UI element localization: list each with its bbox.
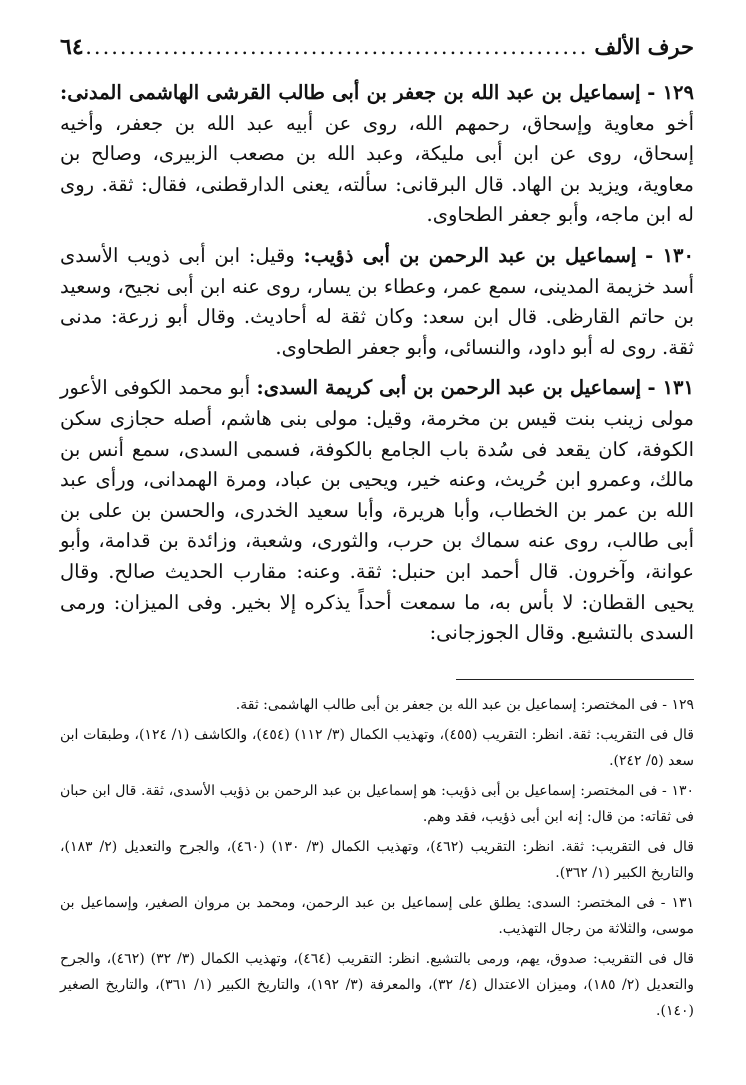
entry-text: أخو معاوية وإسحاق، رحمهم الله، روى عن أبيه عبد الله بن جعفر، وأخيه إسحاق، روى عن ابن أبى مليكة، وعبد الله بن مصعب الزبيرى، وصالح بن معاوية، ويزيد بن الهاد. قال البرقانى: سألته، يعنى الدارقطنى، فقال: ثقة. روى له ابن ماجه، وأبو جعفر الطحاوى. [60,111,694,227]
entry-name: إسماعيل بن عبد الله بن جعفر بن أبى طالب القرشى الهاشمى المدنى: [60,81,641,104]
entry-number: ١٢٩ - [647,81,694,104]
footnote-separator [456,679,694,680]
entry-131 [60,373,694,648]
entry-129 [60,78,694,231]
entry-text: أبو محمد الكوفى الأعور مولى زينب بنت قيس بن مخرمة، وقيل: مولى بنى هاشم، أصله حجازى سكن الكوفة، كان يقعد فى سُدة باب الجامع بالكوفة، فسمى السدى، سمع أنس بن مالك، وعمرو ابن حُريث، وعنه خير، ويحيى بن عباد، ومرة الهمدانى، ورأى عبد الله بن عمر بن الخطاب، وأبا هريرة، وأبا سعيد الخدرى، والحسن بن على بن أبى طالب، روى عنه سماك بن حرب، والثورى، وشعبة، وزائدة بن قدامة، وأبو عوانة، وآخرون. قال أحمد ابن حنبل: ثقة. وعنه: مقارب الحديث صالح. وقال يحيى القطان: لا بأس به، ما سمعت أحداً يذكره إلا بخير. وفى الميزان: ورمى السدى بالتشيع. وقال الجوزجانى: [60,376,694,645]
entry-number: ١٣٠ - [645,243,694,267]
entry-name: إسماعيل بن عبد الرحمن بن أبى كريمة السدى: [256,376,642,400]
footnote-131: ١٣١ - فى المختصر: السدى: يطلق على إسماعيل بن عبد الرحمن، ومحمد بن مروان الصغير، وإسماعيل بن موسى، والثلاثة من رجال التهذيب. [60,894,694,937]
running-head [85,34,694,59]
entry-name: إسماعيل بن عبد الرحمن بن أبى ذؤيب: [303,243,637,267]
footnote-129: ١٢٩ - فى المختصر: إسماعيل بن عبد الله بن جعفر بن أبى طالب الهاشمى: ثقة. [235,696,694,713]
chapter-title: حرف الألف [594,34,694,59]
footnotes [60,692,694,1024]
footnote-131-sources: قال فى التقريب: صدوق، يهم، ورمى بالتشيع. انظر: التقريب (٤٦٤)، وتهذيب الكمال (٣/ ٣٢) (٤٦٢)، والجرح والتعديل (٢/ ١٨٥)، وميزان الاعتدال (٤/ ٣٢)، والمعرفة (٣/ ١٩٢)، والتاريخ الكبير (١/ ٣٦١)، والتاريخ الصغير (١٤٠). [60,950,694,1019]
footnote-130-sources: قال فى التقريب: ثقة. انظر: التقريب (٤٦٢)، وتهذيب الكمال (٣/ ١٣٠) (٤٦٠)، والجرح والتعديل (٢/ ١٨٣)، والتاريخ الكبير (١/ ٣٦٢). [60,838,694,881]
footnote-129-sources: قال فى التقريب: ثقة. انظر: التقريب (٤٥٥)، وتهذيب الكمال (٣/ ١١٢) (٤٥٤)، والكاشف (١/ ١٢٤)، وطبقات ابن سعد (٥/ ٢٤٢). [60,726,694,769]
footnote-130: ١٣٠ - فى المختصر: إسماعيل بن أبى ذؤيب: هو إسماعيل بن عبد الرحمن بن ذؤيب الأسدى، ثقة. قال ابن حبان فى ثقاته: من قال: إنه ابن أبى ذؤيب، فقد وهم. [60,782,694,825]
page-header [60,34,694,74]
leader-dots: .......................................................... [85,35,589,59]
entry-text: وقيل: ابن أبى ذويب الأسدى أسد خزيمة المدينى، سمع عمر، وعطاء بن يسار، روى عنه ابن أبى نجيح، وسعيد بن حاتم القارظى. قال ابن سعد: وكان ثقة له أحاديث. وقال أبو زرعة: مدنى ثقة. روى له أبو داود، والنسائى، وأبو جعفر الطحاوى. [60,243,694,359]
entry-number: ١٣١ - [647,376,694,400]
page-number: ٦٤ [60,34,84,60]
entry-130 [60,241,694,363]
